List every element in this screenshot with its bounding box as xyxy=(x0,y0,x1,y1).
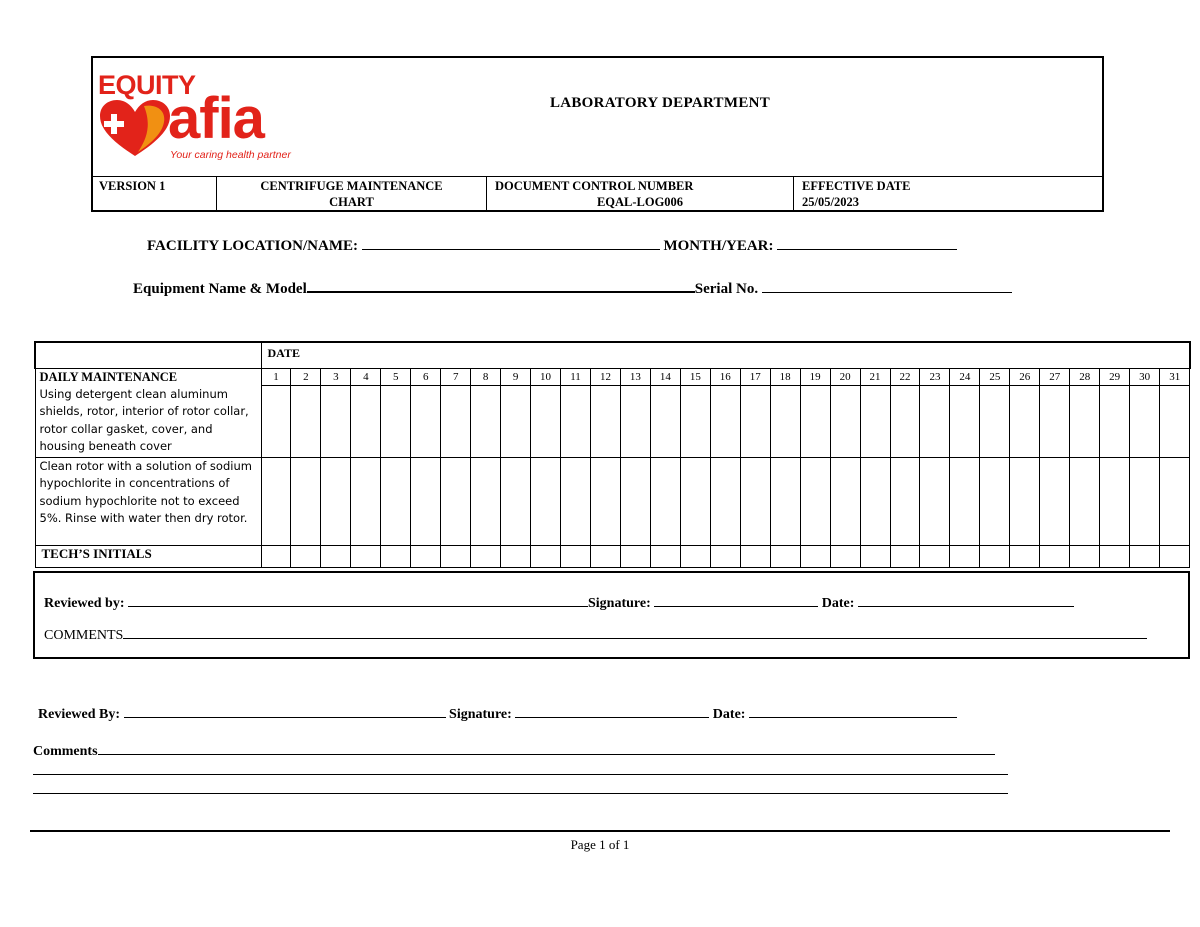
day-number-18: 18 xyxy=(770,368,800,385)
doc-control-value: EQAL-LOG006 xyxy=(596,195,684,209)
day-number-30: 30 xyxy=(1130,368,1160,385)
bottom-review-line xyxy=(38,703,957,723)
task1-day-cell-6[interactable] xyxy=(411,385,441,457)
task2-day-cell-22[interactable] xyxy=(890,457,920,545)
task2-day-cell-5[interactable] xyxy=(381,457,411,545)
version-cell xyxy=(91,177,217,211)
blank-header-cell xyxy=(35,342,261,368)
department-title: LABORATORY DEPARTMENT xyxy=(549,95,771,111)
logo-brand-main: afia xyxy=(168,86,264,151)
task1-day-cell-14[interactable] xyxy=(650,385,680,457)
day-number-16: 16 xyxy=(710,368,740,385)
initials-day-cell-8[interactable] xyxy=(471,545,501,567)
initials-day-cell-25[interactable] xyxy=(980,545,1010,567)
day-number-2: 2 xyxy=(291,368,321,385)
chart-title-line2: CHART xyxy=(329,195,374,209)
task2-day-cell-28[interactable] xyxy=(1070,457,1100,545)
task1-day-cell-17[interactable] xyxy=(740,385,770,457)
initials-day-cell-30[interactable] xyxy=(1130,545,1160,567)
equipment-line xyxy=(133,277,1012,298)
initials-row xyxy=(35,545,1190,567)
task1-day-cell-24[interactable] xyxy=(950,385,980,457)
day-number-20: 20 xyxy=(830,368,860,385)
task2-day-cell-9[interactable] xyxy=(501,457,531,545)
task2-day-cell-12[interactable] xyxy=(590,457,620,545)
month-year-field[interactable] xyxy=(777,235,957,250)
task2-day-cell-25[interactable] xyxy=(980,457,1010,545)
initials-day-cell-7[interactable] xyxy=(441,545,471,567)
bottom-date-field[interactable] xyxy=(749,703,957,718)
logo-tagline: Your caring health partner xyxy=(170,149,291,161)
task1-day-cell-9[interactable] xyxy=(501,385,531,457)
facility-line xyxy=(147,235,957,255)
doc-control-cell xyxy=(487,177,794,211)
task1-day-cell-31[interactable] xyxy=(1160,385,1190,457)
doc-control-label: DOCUMENT CONTROL NUMBER xyxy=(495,179,694,193)
signature-field[interactable] xyxy=(654,592,818,607)
task2-day-cell-23[interactable] xyxy=(920,457,950,545)
day-number-26: 26 xyxy=(1010,368,1040,385)
task1-day-cell-8[interactable] xyxy=(471,385,501,457)
day-number-8: 8 xyxy=(471,368,501,385)
effective-date-value: 25/05/2023 xyxy=(802,195,859,209)
day-number-22: 22 xyxy=(890,368,920,385)
initials-day-cell-21[interactable] xyxy=(860,545,890,567)
initials-day-cell-27[interactable] xyxy=(1040,545,1070,567)
bottom-reviewed-by-field[interactable] xyxy=(124,703,446,718)
bottom-comments-line xyxy=(33,740,995,760)
task1-day-cell-2[interactable] xyxy=(291,385,321,457)
task1-text: Using detergent clean aluminum shields, rotor, interior of rotor collar, rotor collar gasket, cover, and housing beneath cover xyxy=(39,386,249,453)
effective-date-label: EFFECTIVE DATE xyxy=(802,179,911,193)
initials-day-cell-26[interactable] xyxy=(1010,545,1040,567)
task1-day-cell-20[interactable] xyxy=(830,385,860,457)
effective-date-cell xyxy=(794,177,1102,211)
day-number-11: 11 xyxy=(561,368,591,385)
day-number-21: 21 xyxy=(860,368,890,385)
task2-day-cell-14[interactable] xyxy=(650,457,680,545)
task2-day-cell-20[interactable] xyxy=(830,457,860,545)
task1-day-cell-19[interactable] xyxy=(800,385,830,457)
day-number-5: 5 xyxy=(381,368,411,385)
initials-day-cell-29[interactable] xyxy=(1100,545,1130,567)
task1-cell xyxy=(35,368,261,457)
serial-label: Serial No. xyxy=(694,281,759,297)
bottom-signature-field[interactable] xyxy=(515,703,709,718)
task1-day-cell-7[interactable] xyxy=(441,385,471,457)
task2-text: Clean rotor with a solution of sodium hypochlorite in concentrations of sodium hypochlorite not to exceed 5%. Rinse with water then dry rotor. xyxy=(35,457,261,545)
task2-day-cell-8[interactable] xyxy=(471,457,501,545)
logo-brand-top: EQUITY xyxy=(98,70,196,100)
task1-day-cell-3[interactable] xyxy=(321,385,351,457)
date-label: Date: xyxy=(821,596,855,611)
version-text: VERSION 1 xyxy=(99,179,166,193)
day-number-24: 24 xyxy=(950,368,980,385)
signature-label: Signature: xyxy=(588,596,651,611)
initials-day-cell-18[interactable] xyxy=(770,545,800,567)
task1-day-cell-22[interactable] xyxy=(890,385,920,457)
reviewed-by-field[interactable] xyxy=(128,592,588,607)
bottom-comments-label: Comments xyxy=(33,744,98,759)
day-number-17: 17 xyxy=(740,368,770,385)
task2-day-cell-15[interactable] xyxy=(680,457,710,545)
day-number-14: 14 xyxy=(650,368,680,385)
day-number-28: 28 xyxy=(1070,368,1100,385)
equipment-field[interactable] xyxy=(307,277,695,293)
comments-label: COMMENTS xyxy=(44,628,124,643)
facility-field[interactable] xyxy=(362,235,660,250)
task2-day-cell-24[interactable] xyxy=(950,457,980,545)
task1-day-cell-25[interactable] xyxy=(980,385,1010,457)
comments-extra-line-1[interactable] xyxy=(33,774,1008,775)
maintenance-table xyxy=(34,341,1191,568)
header-info-row xyxy=(91,176,1104,212)
task1-day-cell-23[interactable] xyxy=(920,385,950,457)
task2-day-cell-6[interactable] xyxy=(411,457,441,545)
task2-day-cell-1[interactable] xyxy=(261,457,291,545)
initials-day-cell-19[interactable] xyxy=(800,545,830,567)
day-number-23: 23 xyxy=(920,368,950,385)
task1-day-cell-30[interactable] xyxy=(1130,385,1160,457)
task1-day-cell-28[interactable] xyxy=(1070,385,1100,457)
day-number-6: 6 xyxy=(411,368,441,385)
chart-title-cell xyxy=(217,177,487,211)
task1-day-cell-27[interactable] xyxy=(1040,385,1070,457)
initials-day-cell-22[interactable] xyxy=(890,545,920,567)
facility-label: FACILITY LOCATION/NAME: xyxy=(147,238,358,254)
task1-day-cell-5[interactable] xyxy=(381,385,411,457)
task1-day-cell-18[interactable] xyxy=(770,385,800,457)
review-box xyxy=(33,571,1190,659)
bottom-reviewed-by-label: Reviewed By: xyxy=(38,707,121,722)
initials-day-cell-11[interactable] xyxy=(561,545,591,567)
chart-title-line1: CENTRIFUGE MAINTENANCE xyxy=(260,179,443,193)
comments-extra-line-2[interactable] xyxy=(33,793,1008,794)
day-number-19: 19 xyxy=(800,368,830,385)
equipment-label: Equipment Name & Model xyxy=(133,281,307,297)
task1-day-cell-11[interactable] xyxy=(561,385,591,457)
date-field[interactable] xyxy=(858,592,1074,607)
bottom-date-label: Date: xyxy=(712,707,746,722)
initials-day-cell-16[interactable] xyxy=(710,545,740,567)
initials-day-cell-5[interactable] xyxy=(381,545,411,567)
task2-row xyxy=(35,457,1190,545)
tech-initials-label: TECH’S INITIALS xyxy=(35,545,261,567)
day-number-4: 4 xyxy=(351,368,381,385)
task2-day-cell-19[interactable] xyxy=(800,457,830,545)
day-number-25: 25 xyxy=(980,368,1010,385)
initials-day-cell-15[interactable] xyxy=(680,545,710,567)
task2-day-cell-18[interactable] xyxy=(770,457,800,545)
task2-day-cell-11[interactable] xyxy=(561,457,591,545)
bottom-signature-label: Signature: xyxy=(449,707,512,722)
task2-day-cell-7[interactable] xyxy=(441,457,471,545)
task1-day-cell-12[interactable] xyxy=(590,385,620,457)
task1-day-cell-1[interactable] xyxy=(261,385,291,457)
heart-cross-logo-icon xyxy=(100,100,170,158)
initials-day-cell-31[interactable] xyxy=(1160,545,1190,567)
task1-day-cell-21[interactable] xyxy=(860,385,890,457)
day-number-7: 7 xyxy=(441,368,471,385)
task1-day-cell-10[interactable] xyxy=(531,385,561,457)
task1-day-cell-29[interactable] xyxy=(1100,385,1130,457)
initials-day-cell-10[interactable] xyxy=(531,545,561,567)
serial-field[interactable] xyxy=(762,278,1012,293)
initials-day-cell-4[interactable] xyxy=(351,545,381,567)
month-year-label: MONTH/YEAR: xyxy=(663,238,774,254)
day-number-row xyxy=(35,368,1190,385)
task2-day-cell-13[interactable] xyxy=(620,457,650,545)
review-line xyxy=(44,592,1074,612)
task2-day-cell-10[interactable] xyxy=(531,457,561,545)
task1-day-cell-26[interactable] xyxy=(1010,385,1040,457)
day-number-3: 3 xyxy=(321,368,351,385)
comments-field[interactable] xyxy=(123,624,1147,639)
initials-day-cell-6[interactable] xyxy=(411,545,441,567)
initials-day-cell-14[interactable] xyxy=(650,545,680,567)
task2-day-cell-30[interactable] xyxy=(1130,457,1160,545)
task2-day-cell-27[interactable] xyxy=(1040,457,1070,545)
day-number-15: 15 xyxy=(680,368,710,385)
task2-day-cell-26[interactable] xyxy=(1010,457,1040,545)
day-number-29: 29 xyxy=(1100,368,1130,385)
date-header: DATE xyxy=(261,342,1190,368)
task1-day-cell-4[interactable] xyxy=(351,385,381,457)
task2-day-cell-4[interactable] xyxy=(351,457,381,545)
initials-day-cell-2[interactable] xyxy=(291,545,321,567)
day-number-13: 13 xyxy=(620,368,650,385)
initials-day-cell-24[interactable] xyxy=(950,545,980,567)
initials-day-cell-3[interactable] xyxy=(321,545,351,567)
task2-day-cell-31[interactable] xyxy=(1160,457,1190,545)
initials-day-cell-12[interactable] xyxy=(590,545,620,567)
comments-line xyxy=(44,624,1147,644)
initials-day-cell-9[interactable] xyxy=(501,545,531,567)
task2-day-cell-3[interactable] xyxy=(321,457,351,545)
initials-day-cell-17[interactable] xyxy=(740,545,770,567)
day-number-10: 10 xyxy=(531,368,561,385)
task1-day-cell-13[interactable] xyxy=(620,385,650,457)
task2-day-cell-29[interactable] xyxy=(1100,457,1130,545)
day-number-9: 9 xyxy=(501,368,531,385)
day-number-1: 1 xyxy=(261,368,291,385)
day-number-31: 31 xyxy=(1160,368,1190,385)
task2-day-cell-17[interactable] xyxy=(740,457,770,545)
task1-day-cell-16[interactable] xyxy=(710,385,740,457)
bottom-comments-field[interactable] xyxy=(98,740,995,755)
task2-day-cell-2[interactable] xyxy=(291,457,321,545)
initials-day-cell-20[interactable] xyxy=(830,545,860,567)
initials-day-cell-23[interactable] xyxy=(920,545,950,567)
day-number-12: 12 xyxy=(590,368,620,385)
footer-rule xyxy=(30,830,1170,832)
date-header-row xyxy=(35,342,1190,368)
daily-maintenance-label: DAILY MAINTENANCE xyxy=(39,369,178,384)
initials-day-cell-28[interactable] xyxy=(1070,545,1100,567)
page-number: Page 1 of 1 xyxy=(570,837,630,852)
task2-day-cell-21[interactable] xyxy=(860,457,890,545)
initials-day-cell-13[interactable] xyxy=(620,545,650,567)
initials-day-cell-1[interactable] xyxy=(261,545,291,567)
task2-day-cell-16[interactable] xyxy=(710,457,740,545)
day-number-27: 27 xyxy=(1040,368,1070,385)
task1-day-cell-15[interactable] xyxy=(680,385,710,457)
reviewed-by-label: Reviewed by: xyxy=(44,596,125,611)
